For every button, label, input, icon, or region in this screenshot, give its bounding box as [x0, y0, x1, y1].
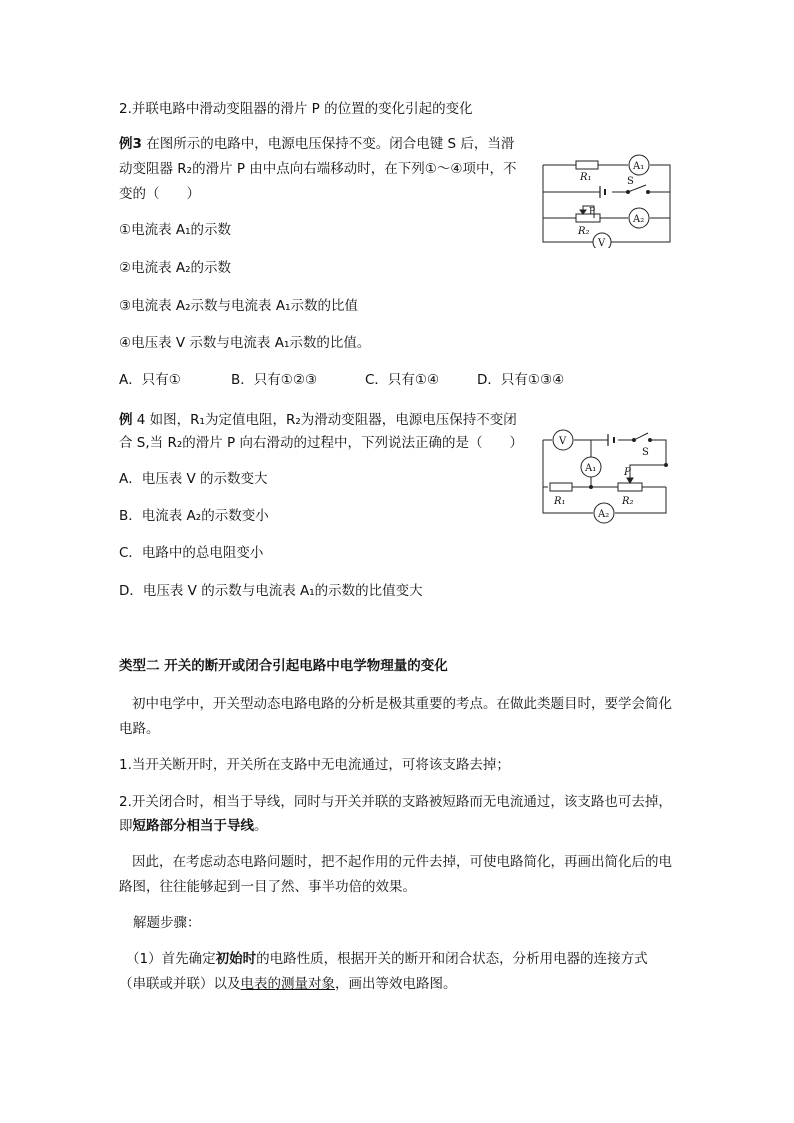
example3-option-d: D．只有①③④: [477, 372, 565, 388]
label-s: S: [627, 176, 634, 187]
example3-item1: ①电流表 A₁的示数: [119, 222, 232, 238]
example3-item2: ②电流表 A₂的示数: [119, 260, 232, 276]
step1-text-c: （串联或并联）以及: [119, 976, 241, 992]
label-r2: R₂: [578, 226, 590, 237]
step1-text-b: 的电路性质，根据开关的断开和闭合状态，分析用电器的连接方式: [256, 951, 648, 967]
label-a1: A₁: [633, 161, 645, 172]
resistor-r1-2: [550, 483, 572, 491]
step1-underline: 电表的测量对象: [240, 976, 335, 992]
label-r1-2: R₁: [554, 496, 566, 507]
example4-option-c: C．电路中的总电阻变小: [119, 545, 264, 561]
label-v: V: [598, 238, 606, 248]
label-p: P: [589, 207, 596, 217]
example3-label: 例: [119, 136, 133, 152]
label-p-2: P: [624, 467, 631, 478]
example4-text1: 4 如图，R₁为定值电阻，R₂为滑动变阻器，电源电压保持不变闭: [132, 412, 517, 428]
switch-s-2: [634, 433, 648, 440]
label-a2: A₂: [633, 214, 645, 225]
example3-item3: ③电流表 A₂示数与电流表 A₁示数的比值: [119, 298, 358, 314]
example3-number: 3: [132, 136, 142, 152]
steps-title: 解题步骤：: [133, 915, 201, 931]
step1-bold: 初始时: [215, 951, 257, 967]
step1-text-a: （1）首先确定: [126, 951, 216, 967]
section-heading: 2.并联电路中滑动变阻器的滑片 P 的位置的变化引起的变化: [119, 101, 473, 117]
resistor-r1: [576, 161, 598, 169]
example3-options: [119, 369, 564, 391]
example3-line3: 变的（ ）: [119, 186, 200, 202]
example3-option-b: B．只有①②③: [231, 372, 318, 388]
type2-heading: 类型二 开关的断开或闭合引起电路中电学物理量的变化: [119, 658, 448, 674]
example4-line2: 合 S,当 R₂的滑片 P 向右滑动的过程中，下列说法正确的是（ ）: [119, 435, 523, 451]
type2-rule2-line1: 2.开关闭合时，相当于导线，同时与开关并联的支路被短路而无电流通过，该支路也可去掉，: [119, 794, 672, 810]
example3-option-a: A．只有①: [119, 372, 181, 388]
label-s-2: S: [642, 447, 649, 458]
label-a2-2: A₂: [598, 509, 610, 520]
label-v-2: V: [559, 436, 567, 447]
label-r2-2: R₂: [622, 496, 634, 507]
step1-text-d: ，画出等效电路图。: [335, 976, 457, 992]
type2-rule2-prefix: 即: [119, 818, 133, 834]
label-a1-2: A₁: [585, 463, 597, 474]
example4-label: 例: [119, 412, 133, 428]
resistor-r2-2: [618, 483, 642, 491]
example4-line1: [119, 409, 517, 431]
circuit-figure-2: [538, 425, 678, 530]
type2-paragraph2: 因此，在考虑动态电路问题时，把不起作用的元件去掉，可使电路简化，再画出简化后的电路图，往往能够起到一目了然、事半功倍的效果。: [119, 854, 672, 895]
example4-option-a: A．电压表 V 的示数变大: [119, 471, 268, 487]
step1-line2: [119, 973, 457, 995]
example3-line2: 动变阻器 R₂的滑片 P 由中点向右端移动时，在下列①～④项中，不: [119, 161, 517, 177]
example3-item4: ④电压表 V 示数与电流表 A₁示数的比值。: [119, 335, 371, 351]
example4-option-d: D．电压表 V 的示数与电流表 A₁的示数的比值变大: [119, 583, 423, 599]
type2-rule1: 1.当开关断开时，开关所在支路中无电流通过，可将该支路去掉；: [119, 757, 510, 773]
circuit-figure-1: [538, 150, 678, 248]
type2-rule2-bold: 短路部分相当于导线: [132, 818, 254, 834]
resistor-r2: [576, 214, 600, 222]
label-r1: R₁: [580, 172, 592, 183]
type2-paragraph1: 初中电学中，开关型动态电路电路的分析是极其重要的考点。在做此类题目时，要学会简化电路。: [119, 696, 672, 737]
step1-line1: [126, 948, 648, 970]
type2-rule2-line2: [119, 815, 268, 837]
example4-option-b: B．电流表 A₂的示数变小: [119, 508, 269, 524]
example3-line1: [119, 133, 514, 155]
type2-rule2-end: 。: [254, 818, 268, 834]
example3-option-c: C．只有①④: [365, 372, 440, 388]
example3-text1: 在图所示的电路中，电源电压保持不变。闭合电键 S 后，当滑: [141, 136, 515, 152]
